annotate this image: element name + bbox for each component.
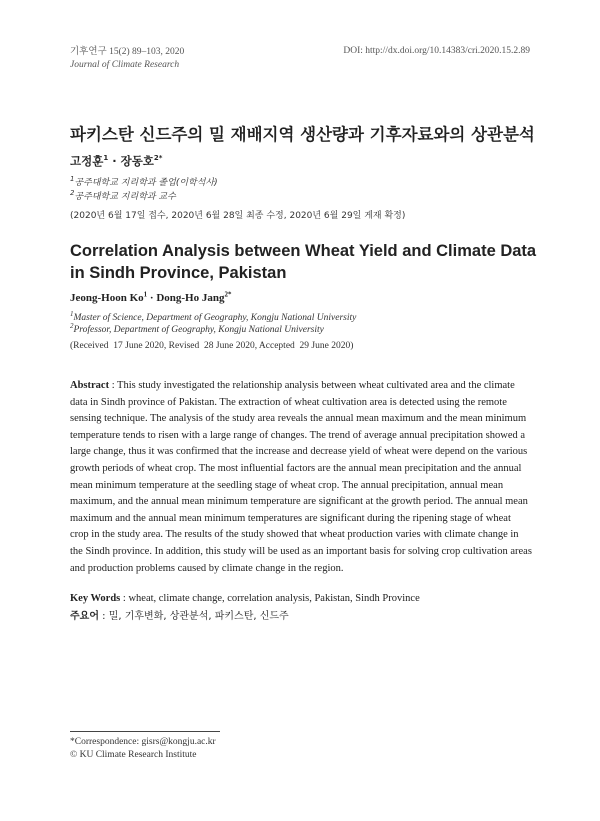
korean-submission-dates: (2020년 6월 17일 접수, 2020년 6월 28일 최종 수정, 2020년 6월 29일 게재 확정): [70, 211, 406, 221]
korean-author-1: 고정훈: [70, 154, 104, 168]
abstract: [70, 378, 532, 577]
affiliation-marker: 1: [70, 309, 74, 318]
keywords: [70, 590, 420, 607]
korean-keywords-label: 주요어: [70, 611, 99, 622]
author-separator: ·: [108, 154, 121, 168]
footnote-divider: [70, 731, 220, 732]
english-submission-dates: (Received 17 June 2020, Revised 28 June 2020, Accepted 29 June 2020): [70, 341, 354, 351]
affiliation-text: 공주대학교 지리학과 졸업(이학석사): [74, 178, 218, 188]
korean-keywords: [70, 607, 289, 622]
english-author-1: Jeong-Hoon Ko: [70, 292, 144, 304]
journal-name: Journal of Climate Research: [70, 60, 180, 70]
korean-keywords-text: : 밀, 기후변화, 상관분석, 파키스탄, 신드주: [98, 611, 289, 622]
english-author-2-marker: 2*: [224, 290, 232, 299]
author-separator: ·: [147, 292, 157, 304]
footnotes: [70, 736, 216, 762]
affiliation-text: Professor, Department of Geography, Kongju National University: [73, 325, 324, 335]
korean-author-2: 장동호: [120, 154, 154, 168]
keywords-label: Key Words: [70, 593, 121, 604]
affiliation-marker: 1: [70, 175, 75, 183]
affiliation-text: Master of Science, Department of Geography, Kongju National University: [73, 313, 357, 323]
affiliation-text: 공주대학교 지리학과 교수: [74, 192, 176, 202]
english-affiliations: [70, 309, 357, 336]
korean-affiliation-1: [70, 176, 218, 190]
english-affiliation-1: [70, 309, 357, 324]
korean-authors: [70, 153, 162, 169]
korean-affiliation-2: [70, 190, 218, 204]
korean-affiliations: [70, 176, 218, 204]
affiliation-marker: 2: [70, 321, 74, 330]
korean-title: 파키스탄 신드주의 밀 재배지역 생산량과 기후자료와의 상관분석: [70, 125, 535, 144]
english-authors: [70, 292, 231, 304]
english-title: Correlation Analysis between Wheat Yield and Climate Data in Sindh Province, Pakistan: [70, 242, 537, 282]
keywords-text: : wheat, climate change, correlation analysis, Pakistan, Sindh Province: [120, 593, 420, 604]
english-author-2: Dong-Ho Jang: [156, 292, 225, 304]
doi-link[interactable]: DOI: http://dx.doi.org/10.14383/cri.2020.15.2.89: [343, 46, 530, 56]
korean-author-2-marker: 2*: [153, 154, 163, 163]
correspondence-email[interactable]: *Correspondence: gisrs@kongju.ac.kr: [70, 737, 216, 747]
abstract-text: : This study investigated the relationship analysis between wheat cultivated area and the climate data in Sindh province of Pakistan. The extraction of wheat cultivation area is detected using the remote sensing technique. The analysis of the study area reveals the annual mean maximum and the mean minimum temperature tends to risen with a large range of changes. The trend of average annual precipitation showed a large change, thus it was confirmed that the increase and decrease yield of wheat were depend on the various growth periods of wheat crop. The most influential factors are the annual mean precipitation and the annual mean minimum temperature at the seedling stage of wheat crop. The annual precipitation, annual mean maximum, and the annual mean minimum temperature are significant at the growth period. The annual mean maximum and the annual mean minimum temperatures are significant during the ripening stage of wheat crop in the study area. The results of the study showed that wheat production varies with climate change in the Sindh province. In addition, this study will be used as an important basis for solving crop cultivation areas and production problems caused by climate change in the region.: [70, 380, 532, 574]
english-affiliation-2: [70, 321, 356, 336]
abstract-label: Abstract: [70, 380, 110, 391]
korean-author-1-marker: 1: [103, 154, 109, 163]
running-header-left: [70, 46, 184, 72]
copyright-notice: © KU Climate Research Institute: [70, 750, 197, 760]
english-author-1-marker: 1: [143, 290, 148, 299]
affiliation-marker: 2: [70, 189, 75, 197]
journal-citation: 기후연구 15(2) 89–103, 2020: [70, 47, 185, 57]
